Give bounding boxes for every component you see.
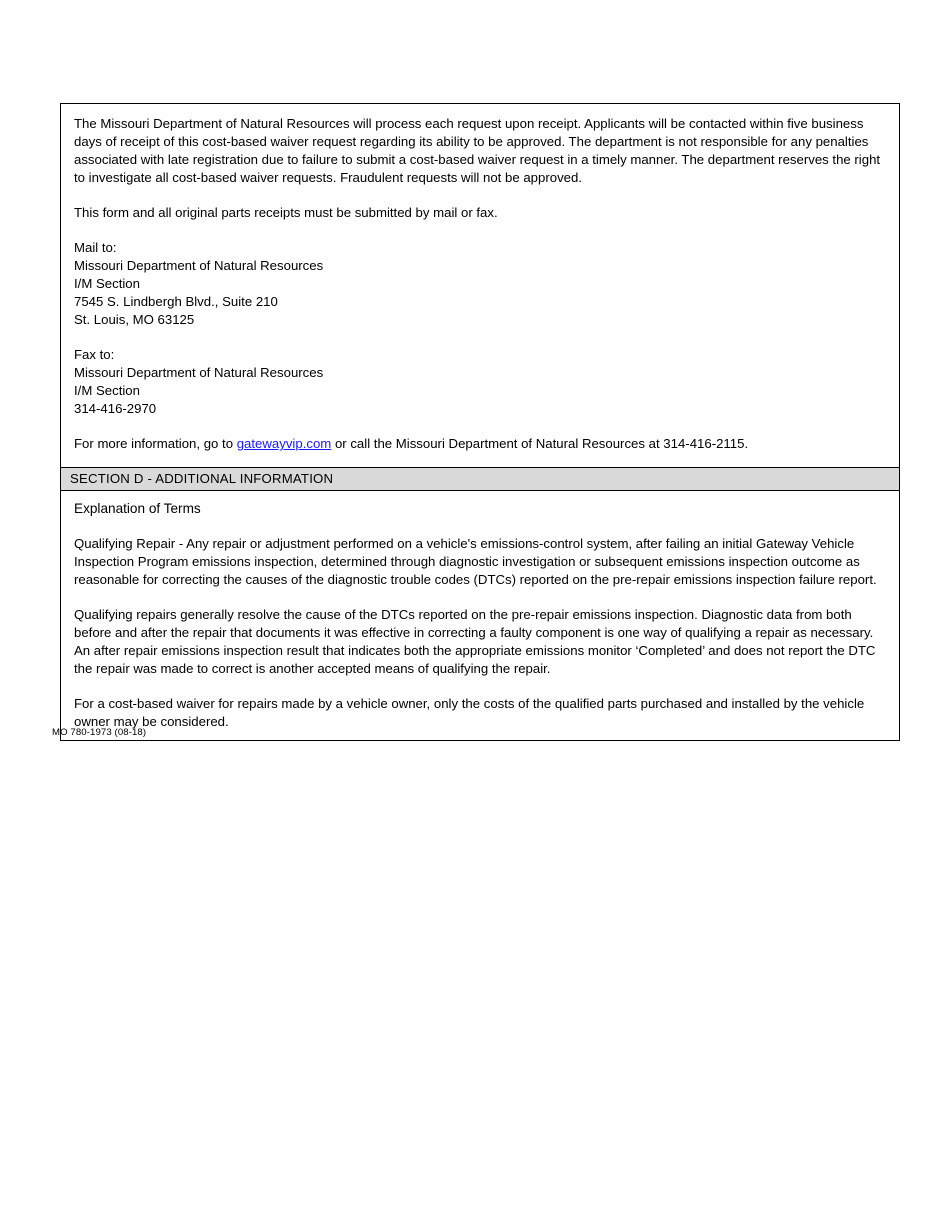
- spacer: [74, 418, 886, 435]
- mail-address-line: 7545 S. Lindbergh Blvd., Suite 210: [74, 294, 278, 310]
- spacer: [74, 589, 886, 606]
- explanation-of-terms-title: Explanation of Terms: [74, 501, 201, 517]
- spacer: [74, 518, 886, 535]
- form-body: [60, 103, 900, 741]
- spacer: [74, 187, 886, 204]
- more-info-suffix: or call the Missouri Department of Natural Resources at 314-416-2115.: [331, 436, 749, 452]
- mail-address-line: St. Louis, MO 63125: [74, 312, 195, 328]
- section-d-header: SECTION D - ADDITIONAL INFORMATION: [60, 467, 900, 490]
- qualifying-repair-paragraph: Qualifying Repair - Any repair or adjustment performed on a vehicle's emissions-control system, after failing an initial Gateway Vehicle Inspection Program emissions inspection, determined through diagnostic investigation or subsequent emissions inspection outcome as reasonable for correcting the causes of the diagnostic trouble codes (DTCs) reported on the pre-repair emissions inspection failure report.: [74, 535, 877, 587]
- mail-address-line: Missouri Department of Natural Resources: [74, 258, 324, 274]
- more-information-line: [74, 435, 886, 453]
- section-d-block: [60, 490, 900, 741]
- intro-paragraph-1: The Missouri Department of Natural Resources will process each request upon receipt. Applicants will be contacted within five business days of receipt of this cost-based waiver request regarding its ability to be approved. The department is not responsible for any penalties associated with late registration due to failure to submit a cost-based waiver request in a timely manner. The department reserves the right to investigate all cost-based waiver requests. Fraudulent requests will not be approved.: [74, 116, 881, 186]
- spacer: [74, 222, 886, 239]
- intro-paragraph-2: This form and all original parts receipts must be submitted by mail or fax.: [74, 205, 498, 221]
- spacer: [74, 678, 886, 695]
- fax-address-line: Missouri Department of Natural Resources: [74, 365, 324, 381]
- mail-to-label: Mail to:: [74, 240, 117, 256]
- intro-block: [60, 103, 900, 467]
- qualifying-repairs-detail-paragraph: Qualifying repairs generally resolve the cause of the DTCs reported on the pre-repair emissions inspection. Diagnostic data from both before and after the repair that documents it was effective in correcting a faulty component is one way of qualifying a repair as necessary. An after repair emissions inspection result that indicates both the appropriate emissions monitor ‘Completed’ and does not report the DTC the repair was made to correct is another accepted means of qualifying the repair.: [74, 606, 876, 676]
- gatewayvip-link[interactable]: gatewayvip.com: [236, 436, 332, 452]
- more-info-prefix: For more information, go to: [74, 436, 237, 452]
- fax-to-label: Fax to:: [74, 347, 115, 363]
- mail-address-line: I/M Section: [74, 276, 140, 292]
- form-number-footer: MO 780-1973 (08-18): [52, 727, 147, 738]
- owner-repairs-paragraph: For a cost-based waiver for repairs made by a vehicle owner, only the costs of the qualified parts purchased and installed by the vehicle owner may be considered.: [74, 696, 865, 730]
- fax-address-line: I/M Section: [74, 383, 140, 399]
- fax-number: 314-416-2970: [74, 401, 157, 417]
- spacer: [74, 329, 886, 346]
